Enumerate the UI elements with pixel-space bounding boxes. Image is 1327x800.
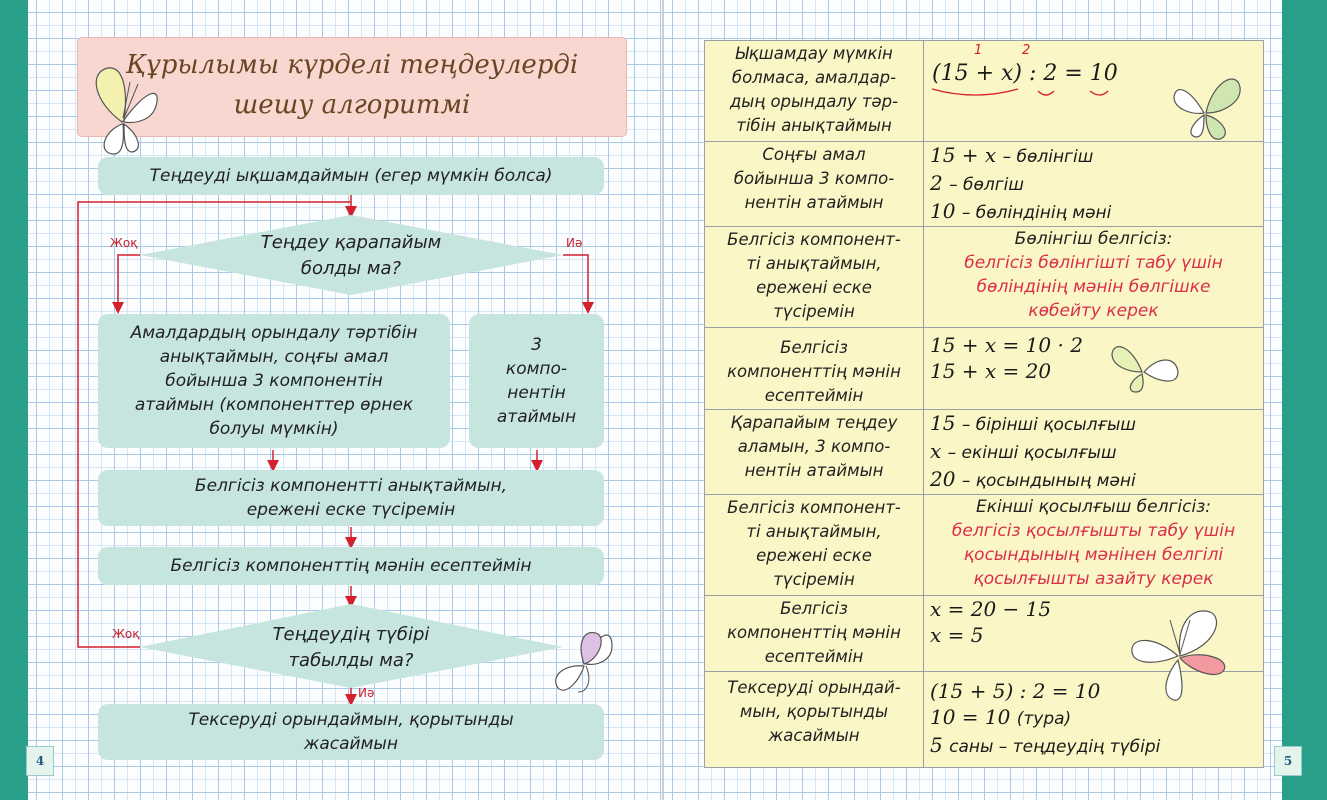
- row4-step-line: есептеймін: [764, 386, 864, 405]
- decision2-line1: Теңдеудің түбірі: [272, 624, 430, 645]
- row2-step: [705, 142, 924, 227]
- addend1-note: – бірінші қосылғыш: [961, 415, 1136, 435]
- branch-no-line3: бойынша 3 компонентін: [165, 371, 383, 391]
- row1-step-line: дың орындалу тәр-: [729, 92, 899, 111]
- flow-branch-components: [469, 314, 604, 448]
- row6-step: [705, 495, 924, 596]
- row4-example: [924, 328, 1264, 410]
- no-label-1: Жоқ: [110, 236, 138, 250]
- butterfly-icon-light-green: [1102, 332, 1188, 398]
- row6-step-line: Белгісіз компонент-: [727, 498, 901, 517]
- row5-line2: [930, 438, 1257, 466]
- row6-step-line: ті анықтаймын,: [746, 522, 882, 541]
- row5-step: [705, 410, 924, 495]
- row8-step: [705, 672, 924, 768]
- table-row: [705, 328, 1264, 410]
- check-line2: жасаймын: [304, 734, 398, 754]
- table-row: [705, 41, 1264, 142]
- page-title-line2: шешу алгоритмі: [233, 90, 471, 120]
- row5-step-line: аламын, 3 компо-: [737, 437, 891, 456]
- row7-line2: x = 5: [930, 623, 984, 647]
- row8-step-line: жасаймын: [768, 726, 860, 745]
- check-equality: 10 = 10: [930, 705, 1011, 729]
- row7-step-line: есептеймін: [764, 647, 864, 666]
- branch-yes-line3: нентін: [507, 383, 566, 403]
- order-mark-1: 1: [974, 43, 983, 58]
- table-row: [705, 495, 1264, 596]
- page-number-left: 4: [26, 746, 54, 776]
- row7-step-line: Белгісіз: [780, 599, 848, 618]
- branch-yes-line2: компо-: [505, 359, 568, 379]
- row8-step-line: мын, қорытынды: [739, 702, 889, 721]
- branch-no-line1: Амалдардың орындалу тәртібін: [130, 323, 418, 343]
- quotient-expr: 10: [930, 199, 956, 223]
- decision1-line2: болды ма?: [300, 258, 402, 279]
- table-row: [705, 410, 1264, 495]
- rule-line: қосылғышты азайту керек: [973, 569, 1214, 589]
- row2-line3: [930, 198, 1257, 226]
- row1-example: [924, 41, 1264, 142]
- row1-step-line: тібін анықтаймын: [736, 116, 892, 135]
- compute-text: Белгісіз компоненттің мәнін есептеймін: [170, 556, 532, 576]
- decision1-line1: Теңдеу қарапайым: [260, 232, 442, 253]
- root-note: саны – теңдеудің түбірі: [949, 737, 1161, 757]
- flow-step-identify: [98, 470, 604, 526]
- identify-line2: ережені еске түсіремін: [246, 500, 456, 520]
- row1-step-line: болмаса, амалдар-: [731, 68, 897, 87]
- row6-step-line: ережені еске: [756, 546, 872, 565]
- flow-decision-root: [220, 622, 482, 674]
- addend2-expr: x: [930, 439, 942, 463]
- branch-no-line4: атаймын (компоненттер өрнек: [134, 395, 414, 415]
- row3-step-line: ережені еске: [756, 278, 872, 297]
- row1-step: [705, 41, 924, 142]
- row5-example: [924, 410, 1264, 495]
- branch-no-line5: болуы мүмкін): [209, 419, 339, 439]
- row3-rule: [924, 227, 1264, 328]
- row4-line2: 15 + x = 20: [930, 359, 1052, 383]
- check-line1: Тексеруді орындаймын, қорытынды: [188, 710, 514, 730]
- yes-label-1: Иә: [566, 236, 583, 250]
- page-title-line1: Құрылымы күрделі теңдеулерді: [125, 50, 579, 80]
- table-row: [705, 672, 1264, 768]
- root-value: 5: [930, 733, 943, 757]
- row1-step-line: Ықшамдау мүмкін: [735, 44, 893, 63]
- row6-step-line: түсіремін: [773, 570, 855, 589]
- rule-line: қосындының мәнінен белгілі: [963, 545, 1224, 565]
- check-equation: (15 + 5) : 2 = 10: [930, 679, 1101, 703]
- divisor-expr: 2: [930, 171, 943, 195]
- page-number-right: 5: [1274, 746, 1302, 776]
- order-underline-marks: [930, 85, 1110, 105]
- row2-step-line: Соңғы амал: [762, 145, 866, 164]
- row5-line3: [930, 466, 1257, 494]
- check-true-note: (тура): [1016, 709, 1072, 729]
- row4-line1: 15 + x = 10 · 2: [930, 333, 1083, 357]
- table-row: [705, 142, 1264, 227]
- table-row: [705, 227, 1264, 328]
- flow-decision-simple: [220, 230, 482, 282]
- butterfly-icon-green: [1162, 63, 1246, 145]
- butterfly-icon-pink: [546, 620, 618, 698]
- row5-step-line: нентін атаймын: [744, 461, 884, 480]
- order-mark-2: 2: [1022, 43, 1031, 58]
- row3-step: [705, 227, 924, 328]
- row7-line1: x = 20 − 15: [930, 597, 1052, 621]
- algorithm-example-table: [704, 40, 1264, 768]
- row5-step-line: Қарапайым теңдеу: [730, 413, 898, 432]
- rule-line: көбейту керек: [1028, 301, 1159, 321]
- decision2-line2: табылды ма?: [288, 650, 414, 671]
- check-result-line: [930, 704, 1257, 732]
- branch-yes-line1: 3: [531, 335, 542, 355]
- quotient-note: – бөліндінің мәні: [961, 203, 1112, 223]
- row7-step-line: компоненттің мәнін: [727, 623, 901, 642]
- dividend-expr: 15 + x: [930, 143, 997, 167]
- rule-line: белгісіз бөлінгішті табу үшін: [964, 253, 1223, 273]
- flow-step-simplify: [98, 157, 604, 195]
- sum-expr: 20: [930, 467, 956, 491]
- addend1-expr: 15: [930, 411, 956, 435]
- row5-line1: [930, 410, 1257, 438]
- rule-heading-dividend: Бөлінгіш белгісіз:: [1014, 229, 1173, 249]
- row4-step-line: компоненттің мәнін: [727, 362, 901, 381]
- row2-line1: [930, 142, 1257, 170]
- branch-no-line2: анықтаймын, соңғы амал: [159, 347, 389, 367]
- sum-note: – қосындының мәні: [961, 471, 1136, 491]
- rule-line: бөліндінің мәнін бөлгішке: [976, 277, 1211, 297]
- addend2-note: – екінші қосылғыш: [947, 443, 1117, 463]
- row3-step-line: түсіремін: [773, 302, 855, 321]
- table-row: [705, 596, 1264, 672]
- rule-heading-addend: Екінші қосылғыш белгісіз:: [976, 497, 1211, 517]
- row2-step-line: бойынша 3 компо-: [733, 169, 895, 188]
- row2-example: [924, 142, 1264, 227]
- flow-step-compute: [98, 547, 604, 585]
- row7-step: [705, 596, 924, 672]
- root-line: [930, 732, 1257, 760]
- branch-yes-line4: атаймын: [496, 407, 577, 427]
- flow-step-check: [98, 704, 604, 760]
- row8-example: [924, 672, 1264, 768]
- no-label-2: Жоқ: [112, 627, 140, 641]
- identify-line1: Белгісіз компонентті анықтаймын,: [194, 476, 508, 496]
- row3-step-line: ті анықтаймын,: [746, 254, 882, 273]
- row4-step: [705, 328, 924, 410]
- row6-rule: [924, 495, 1264, 596]
- row4-step-line: Белгісіз: [780, 338, 848, 357]
- row2-step-line: нентін атаймын: [744, 193, 884, 212]
- row8-step-line: Тексеруді орындай-: [727, 678, 901, 697]
- yes-label-2: Иә: [358, 686, 375, 700]
- row3-step-line: Белгісіз компонент-: [727, 230, 901, 249]
- flow-step-simplify-text: Теңдеуді ықшамдаймын (егер мүмкін болса): [149, 166, 553, 186]
- divisor-note: – бөлгіш: [949, 175, 1024, 195]
- rule-line: белгісіз қосылғышты табу үшін: [951, 521, 1236, 541]
- row7-example: [924, 596, 1264, 672]
- row1-equation: (15 + x) : 2 = 10: [932, 61, 1118, 86]
- row2-line2: [930, 170, 1257, 198]
- dividend-note: – бөлінгіш: [1002, 147, 1094, 167]
- flow-branch-order: [98, 314, 450, 448]
